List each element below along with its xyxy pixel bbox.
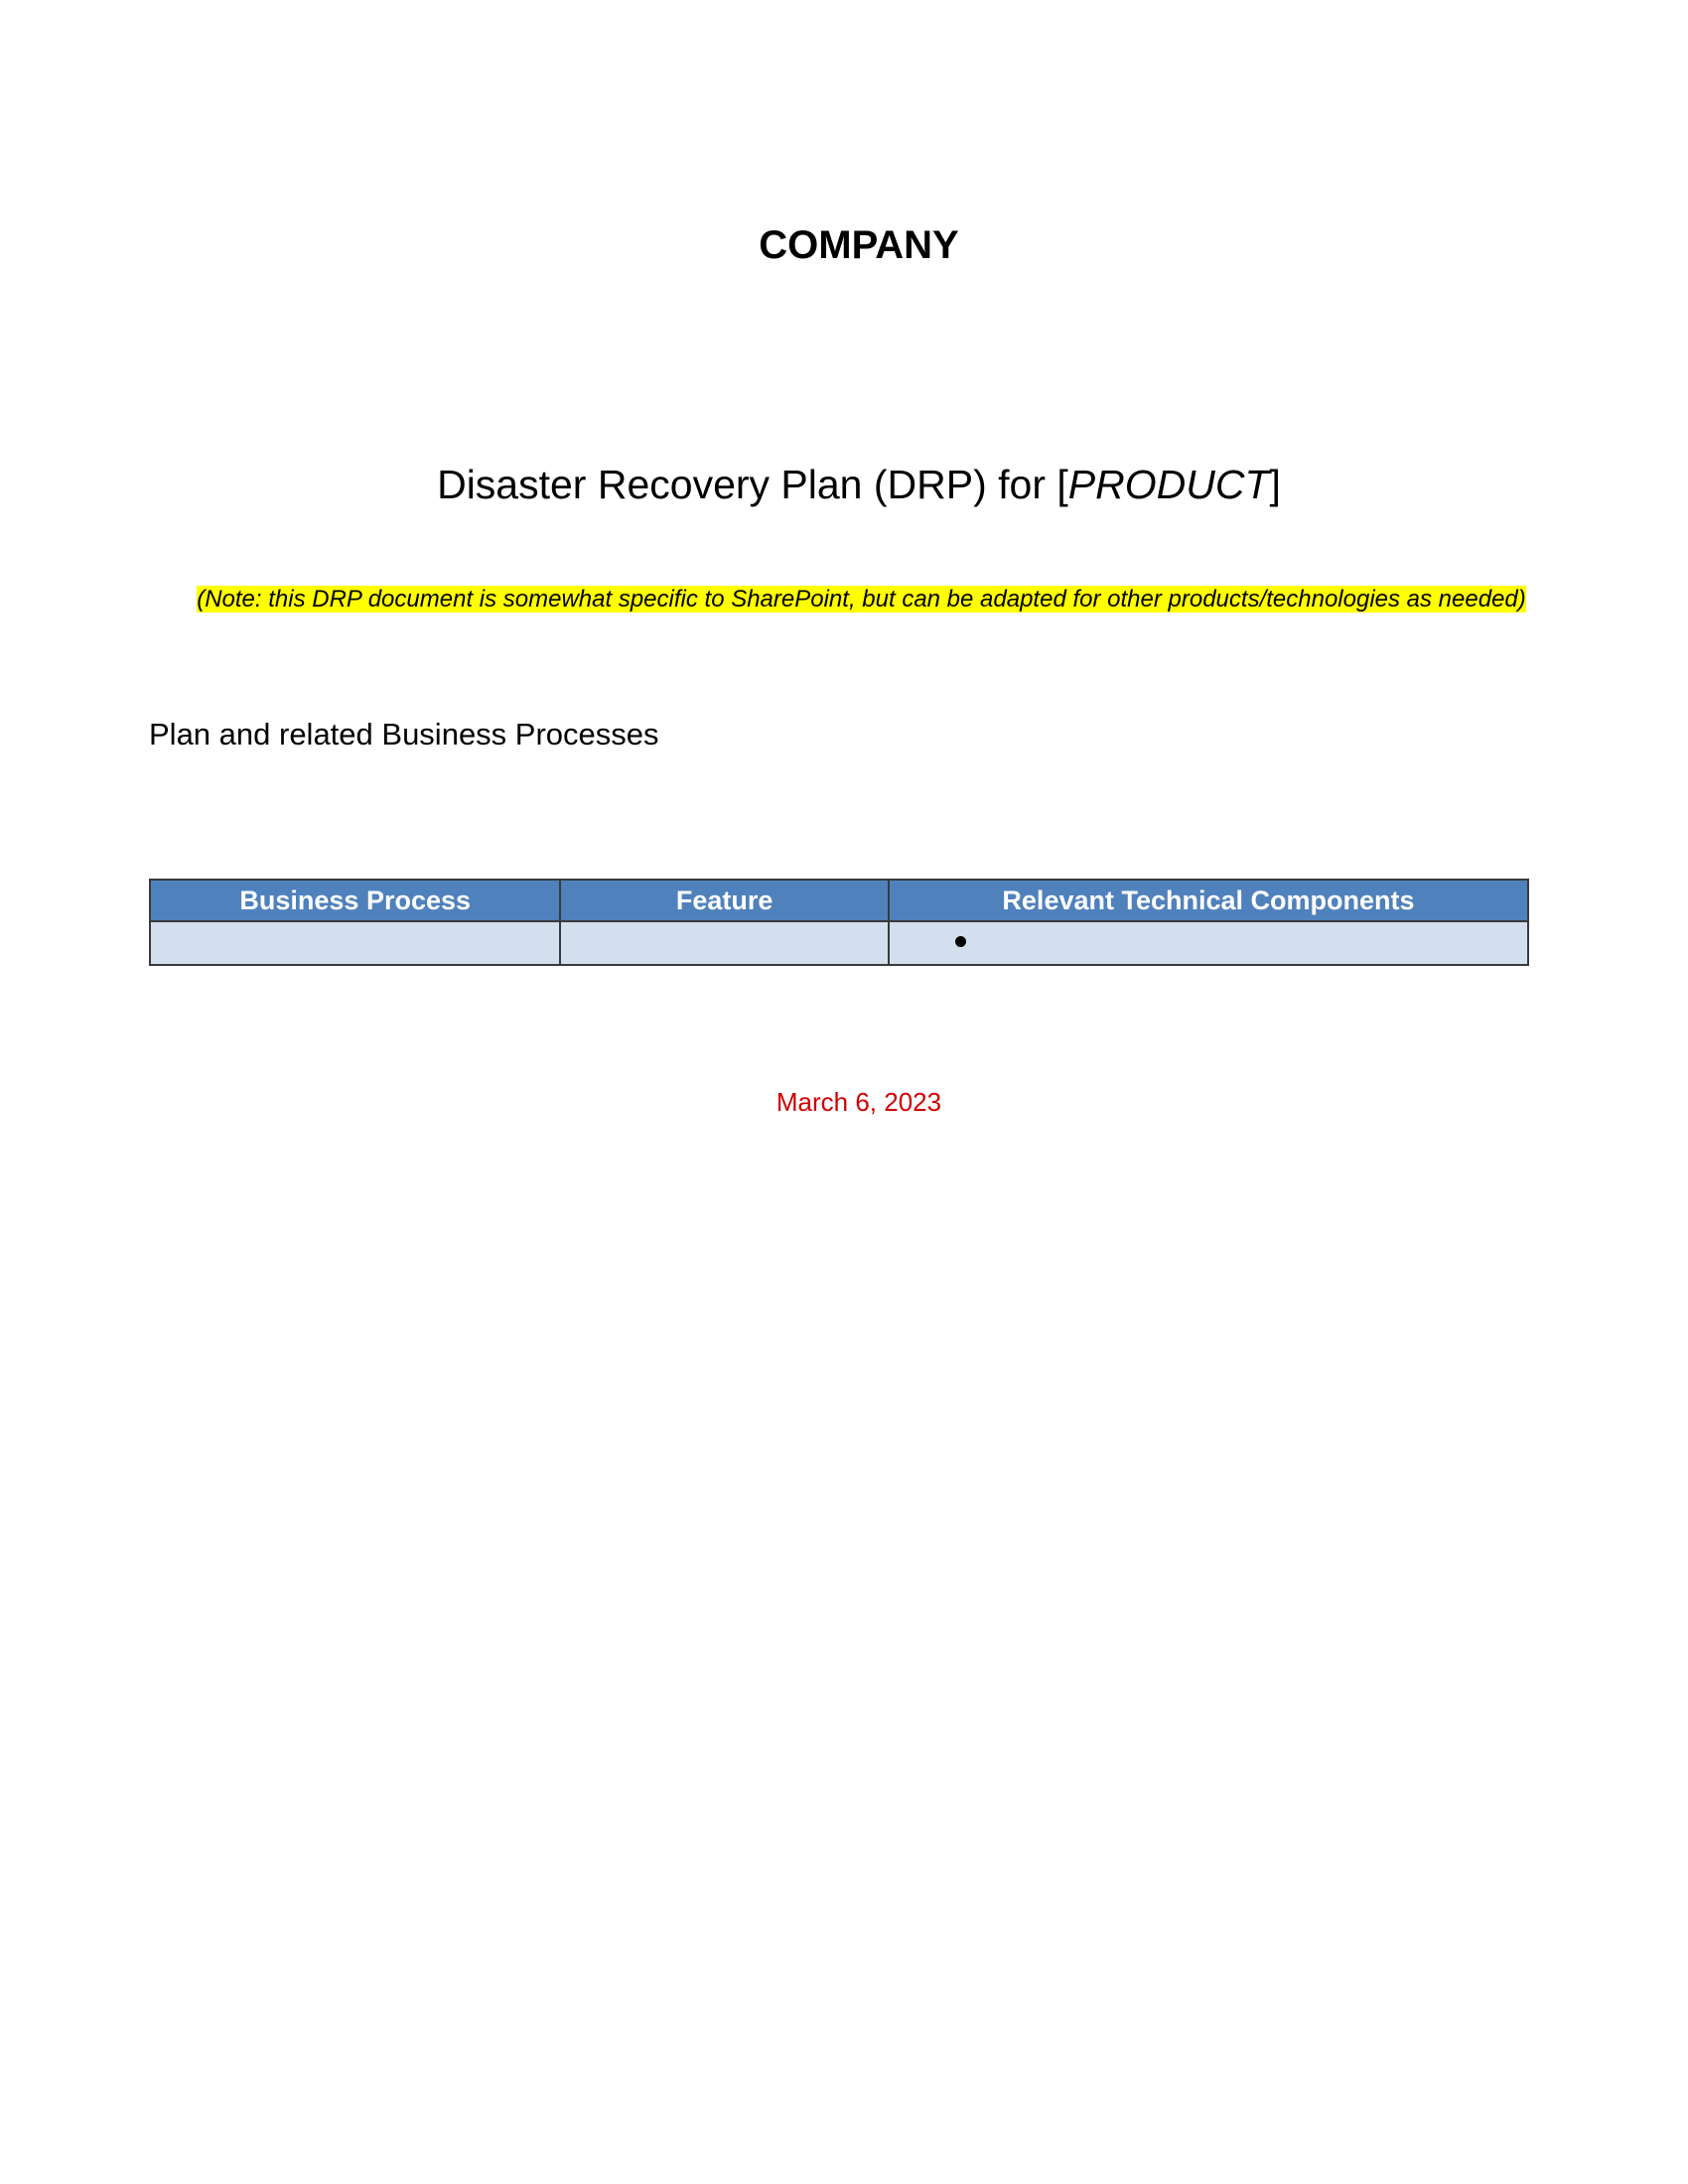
cell-feature (560, 921, 889, 965)
title-suffix: ] (1269, 462, 1281, 507)
title-prefix: Disaster Recovery Plan (DRP) for [ (437, 462, 1068, 507)
table-row (150, 921, 1528, 965)
section-heading: Plan and related Business Processes (149, 717, 659, 751)
table-header-row (150, 880, 1528, 921)
document-date: March 6, 2023 (775, 1087, 942, 1117)
header-feature: Feature (560, 880, 889, 921)
cell-business-process (150, 921, 560, 965)
header-business-process: Business Process (150, 880, 560, 921)
company-name: COMPANY (759, 223, 959, 267)
cell-technical-components (889, 921, 1528, 965)
title-product: PRODUCT (1067, 462, 1270, 507)
header-technical-components: Relevant Technical Components (889, 880, 1528, 921)
business-process-table (149, 879, 1529, 966)
note-text: (Note: this DRP document is somewhat specific to SharePoint, but can be adapted for other products/technologies as needed) (197, 586, 1526, 613)
bullet-icon (955, 936, 966, 947)
document-title (0, 462, 1688, 508)
note (149, 581, 1574, 617)
